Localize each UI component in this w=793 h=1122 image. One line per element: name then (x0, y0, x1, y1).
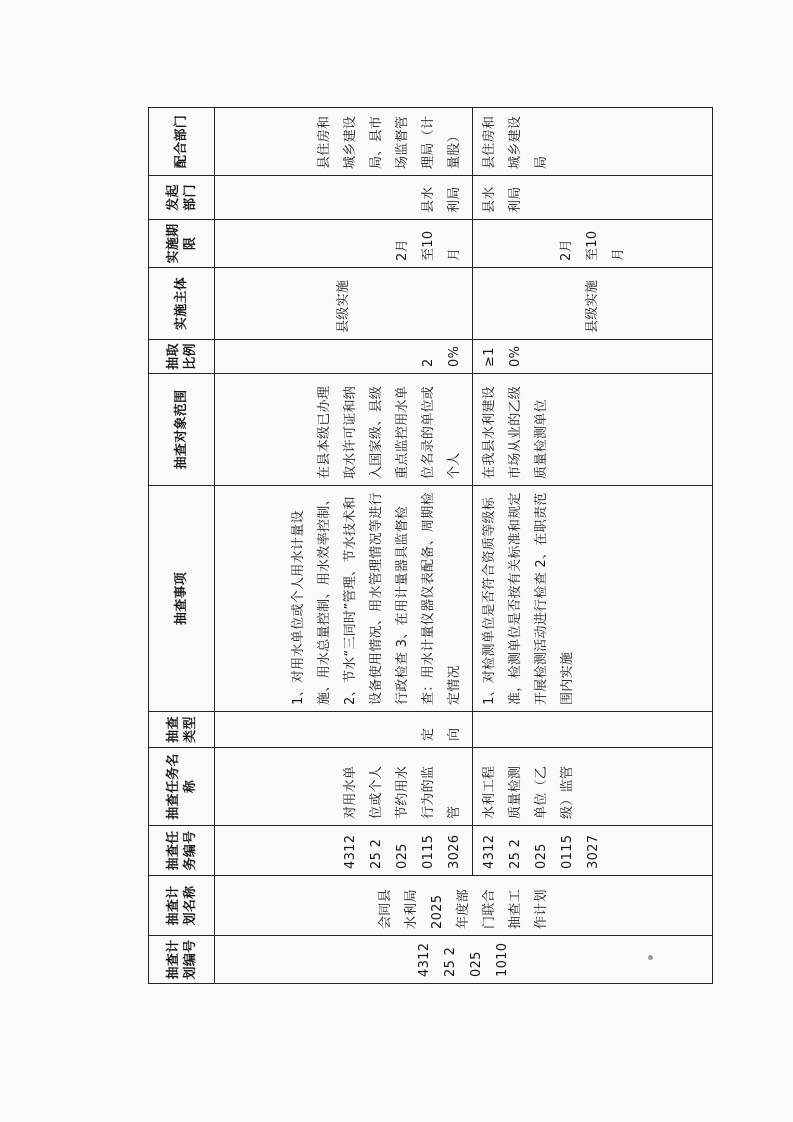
header-ratio: 抽取比例 (149, 340, 215, 374)
header-coop: 配合部门 (149, 108, 215, 176)
ratio-cell: 20% (215, 340, 473, 374)
scan-speck (648, 955, 653, 960)
header-row (149, 108, 215, 984)
ratio-cell: ≥10% (473, 340, 713, 374)
subject-cell: 县级实施 (215, 268, 473, 340)
header-scope: 抽查对象范围 (149, 374, 215, 486)
task-name-cell: 水利工程质量检测单位（乙级）监管 (473, 748, 713, 826)
rotated-table-page (148, 108, 712, 984)
items-cell: 1、对用水单位或个人用水计量设施、用水总量控制、用水效率控制、2、节水“三同时”管理、节水技术和设备使用情况、用水管理情况等进行行政检查 3、在用计量器具监督检查：用水计量仪器仪表配备、周期检定情况 (215, 486, 473, 712)
coop-cell: 县住房和城乡建设局 (473, 108, 713, 176)
initiator-cell: 县水利局 (215, 176, 473, 220)
period-cell: 2月至10月 (473, 220, 713, 268)
header-plan-name: 抽查计划名称 (149, 876, 215, 936)
plan-no-cell: 431225 2025 1010 (215, 936, 713, 984)
initiator-cell: 县水利局 (473, 176, 713, 220)
type-cell (473, 712, 713, 748)
items-cell: 1、对检测单位是否符合资质等级标准，检测单位是否按有关标准和规定开展检测活动进行检查 2、在职责范围内实施 (473, 486, 713, 712)
header-subject: 实施主体 (149, 268, 215, 340)
table-row (473, 108, 713, 984)
header-period: 实施期限 (149, 220, 215, 268)
header-type: 抽查类型 (149, 712, 215, 748)
scope-cell: 在县本级已办理取水许可证和纳入国家级、县级重点监控用水单位名录的单位或个人 (215, 374, 473, 486)
scope-cell: 在我县水利建设市场从业的乙级质量检测单位 (473, 374, 713, 486)
header-task-no: 抽查任务编号 (149, 826, 215, 876)
task-no-cell: 431225 2025 0115 3026 (215, 826, 473, 876)
header-task-name: 抽查任务名称 (149, 748, 215, 826)
header-plan-no: 抽查计划编号 (149, 936, 215, 984)
task-no-cell: 431225 2025 0115 3027 (473, 826, 713, 876)
type-cell: 定向 (215, 712, 473, 748)
inspection-plan-table (148, 107, 713, 984)
header-initiator: 发起部门 (149, 176, 215, 220)
task-name-cell: 对用水单位或个人节约用水行为的监管 (215, 748, 473, 826)
period-cell: 2月至10月 (215, 220, 473, 268)
header-items: 抽查事项 (149, 486, 215, 712)
subject-cell: 县级实施 (473, 268, 713, 340)
plan-name-cell: 会同县水利局2025年度部门联合抽查工作计划 (215, 876, 713, 936)
table-row (215, 108, 473, 984)
coop-cell: 县住房和城乡建设局、县市场监督管理局（计量股） (215, 108, 473, 176)
